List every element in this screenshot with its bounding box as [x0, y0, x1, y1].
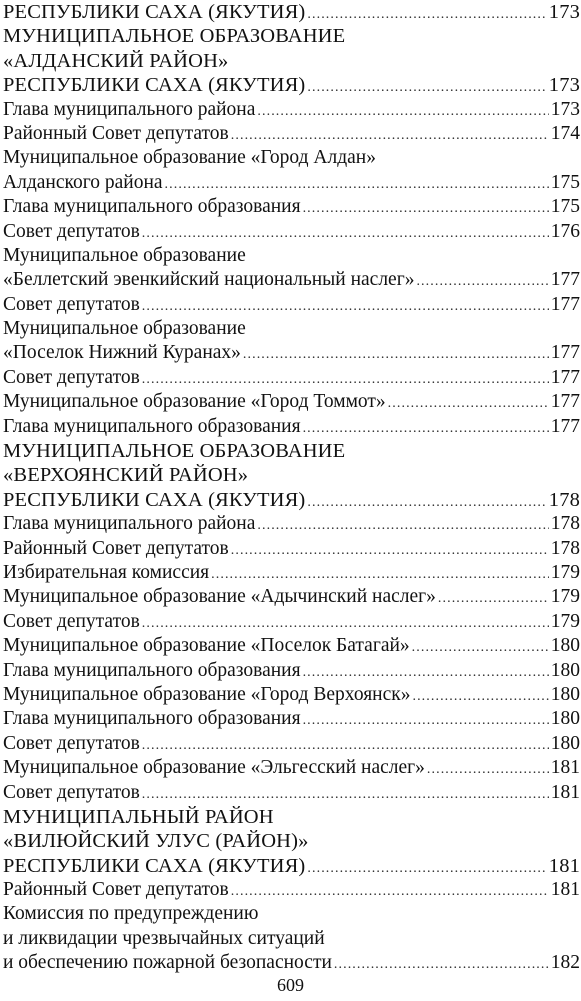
toc-entry — [3, 732, 580, 756]
toc-entry-title: Избирательная комиссия — [3, 561, 210, 583]
toc-entry-title: Глава муниципального образования — [3, 659, 301, 681]
toc-entry — [3, 634, 580, 658]
toc-entry-page: 181 — [550, 879, 580, 901]
toc-entry-page: 177 — [550, 366, 580, 388]
toc-entry-page: 173 — [550, 98, 580, 120]
toc-entry-page: 179 — [550, 610, 580, 632]
toc-entry-page: 180 — [550, 683, 580, 705]
dot-leader — [243, 343, 549, 367]
toc-entry-page: 178 — [550, 537, 580, 559]
table-of-contents — [3, 0, 580, 976]
toc-entry-page: 177 — [550, 342, 580, 364]
dot-leader — [307, 76, 546, 100]
toc-entry-title: «Беллетский эвенкийский национальный наслег» — [3, 269, 415, 291]
toc-entry — [3, 244, 580, 268]
toc-entry-title: МУНИЦИПАЛЬНЫЙ РАЙОН — [3, 805, 274, 828]
toc-entry-title: РЕСПУБЛИКИ САХА (ЯКУТИЯ) — [3, 854, 306, 877]
dot-leader — [142, 295, 549, 319]
toc-entry — [3, 902, 580, 926]
dot-leader — [142, 734, 549, 758]
toc-entry-title: «АЛДАНСКИЙ РАЙОН» — [3, 49, 229, 72]
dot-leader — [438, 587, 549, 611]
toc-entry — [3, 98, 580, 122]
toc-entry — [3, 463, 580, 487]
toc-entry-title: Совет депутатов — [3, 732, 140, 754]
toc-entry — [3, 220, 580, 244]
toc-entry-page: 178 — [550, 513, 580, 535]
toc-entry — [3, 366, 580, 390]
toc-entry-title: Районный Совет депутатов — [3, 537, 229, 559]
toc-entry-page: 173 — [548, 74, 580, 97]
toc-entry — [3, 268, 580, 292]
dot-leader — [334, 953, 549, 977]
toc-entry — [3, 488, 580, 512]
dot-leader — [257, 100, 548, 124]
toc-entry-page: 174 — [550, 122, 580, 144]
toc-entry-title: Глава муниципального образования — [3, 196, 301, 218]
toc-entry-title: Муниципальное образование «Город Верхоянск» — [3, 683, 411, 705]
toc-entry-title: «ВИЛЮЙСКИЙ УЛУС (РАЙОН)» — [3, 830, 309, 853]
toc-entry-title: Совет депутатов — [3, 781, 140, 803]
page-number: 609 — [277, 975, 304, 995]
toc-entry-title: Районный Совет депутатов — [3, 879, 229, 901]
toc-entry-title: и обеспечению пожарной безопасности — [3, 952, 332, 974]
toc-entry-title: Муниципальное образование «Город Томмот» — [3, 391, 386, 413]
toc-entry — [3, 146, 580, 170]
toc-entry — [3, 927, 580, 951]
toc-entry-title: «Поселок Нижний Куранах» — [3, 342, 241, 364]
toc-entry-page: 179 — [550, 561, 580, 583]
toc-entry — [3, 512, 580, 536]
toc-entry-title: РЕСПУБЛИКИ САХА (ЯКУТИЯ) — [3, 1, 306, 23]
dot-leader — [416, 270, 548, 294]
toc-entry — [3, 73, 580, 97]
toc-entry — [3, 878, 580, 902]
toc-entry — [3, 49, 580, 73]
dot-leader — [231, 124, 549, 148]
toc-entry-title: Совет депутатов — [3, 293, 140, 315]
dot-leader — [165, 173, 549, 197]
toc-entry-page: 175 — [550, 171, 580, 193]
dot-leader — [231, 880, 549, 904]
toc-entry — [3, 537, 580, 561]
dot-leader — [142, 368, 549, 392]
toc-entry-title: Совет депутатов — [3, 366, 140, 388]
toc-entry-title: Муниципальное образование «Город Алдан» — [3, 147, 376, 169]
toc-entry-title: Глава муниципального образования — [3, 415, 301, 437]
toc-entry-title: Совет депутатов — [3, 610, 140, 632]
toc-entry-title: МУНИЦИПАЛЬНОЕ ОБРАЗОВАНИЕ — [3, 440, 346, 463]
toc-entry-page: 176 — [550, 220, 580, 242]
dot-leader — [142, 783, 549, 807]
toc-entry — [3, 415, 580, 439]
toc-entry — [3, 781, 580, 805]
toc-entry-title: МУНИЦИПАЛЬНОЕ ОБРАЗОВАНИЕ — [3, 25, 346, 48]
toc-entry-page: 181 — [550, 757, 580, 779]
dot-leader — [307, 857, 546, 881]
toc-entry — [3, 24, 580, 48]
dot-leader — [142, 612, 549, 636]
dot-leader — [412, 685, 548, 709]
dot-leader — [388, 392, 549, 416]
toc-entry-page: 177 — [550, 415, 580, 437]
toc-entry — [3, 390, 580, 414]
toc-entry-page: 182 — [550, 952, 580, 974]
dot-leader — [427, 758, 549, 782]
dot-leader — [142, 222, 549, 246]
toc-entry-page: 180 — [550, 732, 580, 754]
toc-entry — [3, 829, 580, 853]
dot-leader — [257, 514, 548, 538]
toc-entry-page: 181 — [550, 781, 580, 803]
toc-entry — [3, 439, 580, 463]
toc-entry-title: Совет депутатов — [3, 220, 140, 242]
toc-entry — [3, 341, 580, 365]
dot-leader — [303, 197, 549, 221]
toc-entry-page: 180 — [550, 708, 580, 730]
toc-entry-title: и ликвидации чрезвычайных ситуаций — [3, 927, 325, 949]
toc-entry — [3, 561, 580, 585]
toc-entry-title: Муниципальное образование «Поселок Батагай» — [3, 635, 410, 657]
toc-entry-title: Муниципальное образование — [3, 318, 246, 340]
toc-entry-title: Глава муниципального района — [3, 98, 256, 120]
toc-entry — [3, 707, 580, 731]
toc-entry-title: Алданского района — [3, 171, 163, 193]
toc-entry-title: РЕСПУБЛИКИ САХА (ЯКУТИЯ) — [3, 488, 306, 511]
dot-leader — [303, 661, 549, 685]
dot-leader — [412, 636, 549, 660]
toc-entry — [3, 756, 580, 780]
toc-entry-title: Муниципальное образование «Эльгесский наслег» — [3, 757, 425, 779]
toc-entry — [3, 951, 580, 975]
toc-entry — [3, 293, 580, 317]
toc-entry-title: Районный Совет депутатов — [3, 122, 229, 144]
toc-entry — [3, 610, 580, 634]
toc-entry — [3, 171, 580, 195]
toc-entry — [3, 317, 580, 341]
toc-entry-title: Комиссия по предупреждению — [3, 903, 259, 925]
dot-leader — [211, 563, 549, 587]
toc-entry — [3, 854, 580, 878]
dot-leader — [307, 491, 546, 515]
toc-entry-page: 175 — [550, 196, 580, 218]
toc-entry — [3, 805, 580, 829]
toc-entry-page: 178 — [548, 488, 580, 511]
dot-leader — [231, 539, 549, 563]
toc-entry-page: 177 — [550, 391, 580, 413]
toc-entry-page: 180 — [550, 635, 580, 657]
toc-entry-page: 177 — [550, 269, 580, 291]
toc-entry-page: 173 — [548, 1, 580, 23]
toc-entry-title: «ВЕРХОЯНСКИЙ РАЙОН» — [3, 464, 249, 487]
toc-entry-page: 180 — [550, 659, 580, 681]
toc-entry-title: Глава муниципального образования — [3, 708, 301, 730]
toc-entry-title: Муниципальное образование — [3, 244, 246, 266]
toc-entry-title: Муниципальное образование «Адычинский наслег» — [3, 586, 436, 608]
toc-entry-page: 179 — [550, 586, 580, 608]
dot-leader — [303, 709, 549, 733]
toc-entry-title: Глава муниципального района — [3, 513, 256, 535]
toc-entry-page: 181 — [548, 854, 580, 877]
toc-entry-title: РЕСПУБЛИКИ САХА (ЯКУТИЯ) — [3, 74, 306, 97]
dot-leader — [303, 417, 549, 441]
toc-entry-page: 177 — [550, 293, 580, 315]
toc-entry — [3, 122, 580, 146]
toc-entry — [3, 683, 580, 707]
toc-entry — [3, 659, 580, 683]
toc-entry — [3, 195, 580, 219]
toc-entry — [3, 585, 580, 609]
toc-entry — [3, 0, 580, 24]
